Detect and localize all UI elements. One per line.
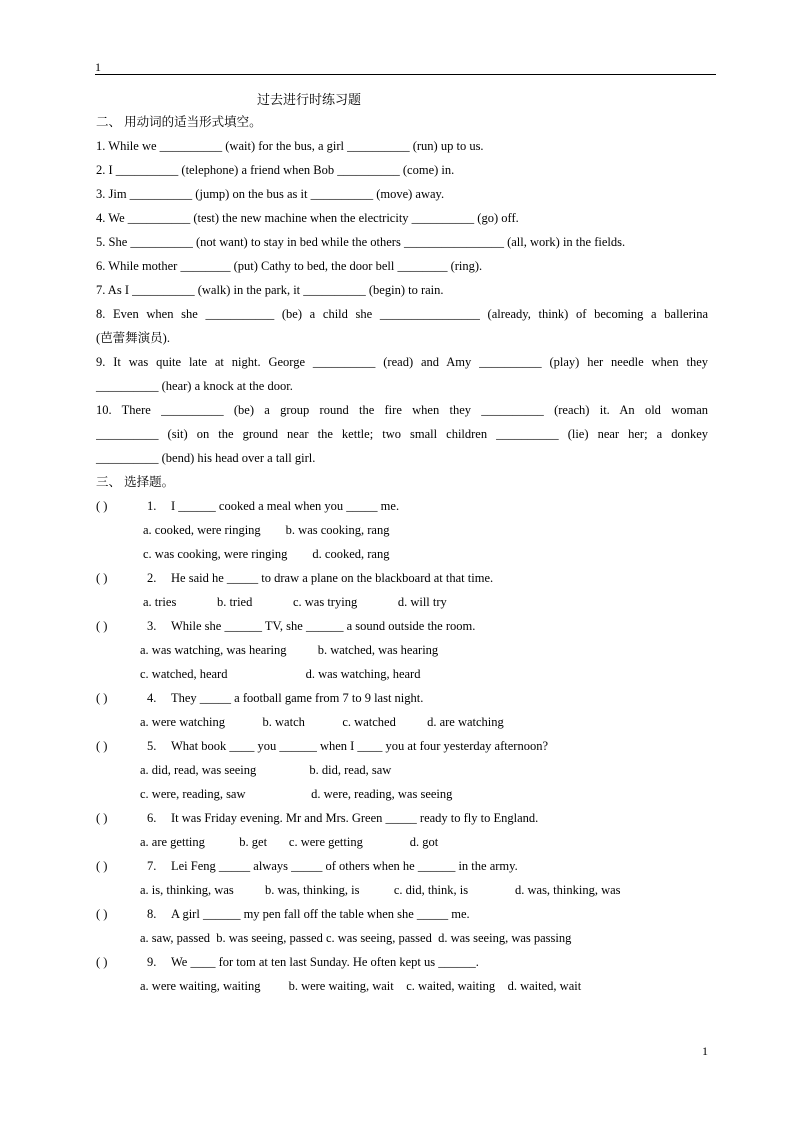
question-6-options: a. are getting b. get c. were getting d. got xyxy=(140,835,439,849)
question-5 xyxy=(96,734,708,758)
header-rule xyxy=(95,74,716,75)
question-number: 8. xyxy=(147,907,157,921)
question-2 xyxy=(96,566,708,590)
answer-bracket[interactable]: ( ) xyxy=(96,859,108,873)
question-text: While she ______ TV, she ______ a sound outside the room. xyxy=(171,619,476,633)
question-5-options-a: a. did, read, was seeing b. did, read, saw xyxy=(140,763,392,777)
fill-line-3: 3. Jim __________ (jump) on the bus as it __________ (move) away. xyxy=(96,187,445,201)
question-1-options-c: c. was cooking, were ringing d. cooked, rang xyxy=(143,547,390,561)
section-3-heading: 三、 选择题。 xyxy=(96,475,175,489)
question-number: 7. xyxy=(147,859,157,873)
answer-bracket[interactable]: ( ) xyxy=(96,739,108,753)
question-7-options: a. is, thinking, was b. was, thinking, is c. did, think, is d. was, thinking, was xyxy=(140,883,621,897)
question-number: 6. xyxy=(147,811,157,825)
question-6 xyxy=(96,806,708,830)
answer-bracket[interactable]: ( ) xyxy=(96,955,108,969)
fill-line-9: 9. It was quite late at night. George __________ (read) and Amy __________ (play) her needle when they xyxy=(96,355,708,369)
question-4-options: a. were watching b. watch c. watched d. are watching xyxy=(140,715,504,729)
fill-line-6: 6. While mother ________ (put) Cathy to bed, the door bell ________ (ring). xyxy=(96,259,483,273)
worksheet-body xyxy=(96,110,708,998)
fill-line-5: 5. She __________ (not want) to stay in bed while the others ________________ (all, work) in the fields. xyxy=(96,235,626,249)
question-1-options-a: a. cooked, were ringing b. was cooking, rang xyxy=(143,523,390,537)
answer-bracket[interactable]: ( ) xyxy=(96,499,108,513)
question-text: A girl ______ my pen fall off the table when she _____ me. xyxy=(171,907,470,921)
question-2-options: a. tries b. tried c. was trying d. will try xyxy=(143,595,447,609)
question-3-options-c: c. watched, heard d. was watching, heard xyxy=(140,667,421,681)
question-9-options: a. were waiting, waiting b. were waiting, wait c. waited, waiting d. waited, wait xyxy=(140,979,582,993)
question-number: 4. xyxy=(147,691,157,705)
question-number: 1. xyxy=(147,499,157,513)
fill-line-4: 4. We __________ (test) the new machine when the electricity __________ (go) off. xyxy=(96,211,519,225)
answer-bracket[interactable]: ( ) xyxy=(96,691,108,705)
question-text: Lei Feng _____ always _____ of others when he ______ in the army. xyxy=(171,859,518,873)
question-text: It was Friday evening. Mr and Mrs. Green _____ ready to fly to England. xyxy=(171,811,539,825)
question-3-options-a: a. was watching, was hearing b. watched, was hearing xyxy=(140,643,439,657)
fill-line-10-cont: __________ (sit) on the ground near the kettle; two small children __________ (lie) near her; a donkey xyxy=(96,427,708,441)
answer-bracket[interactable]: ( ) xyxy=(96,811,108,825)
answer-bracket[interactable]: ( ) xyxy=(96,571,108,585)
question-text: He said he _____ to draw a plane on the blackboard at that time. xyxy=(171,571,494,585)
fill-line-9-cont: __________ (hear) a knock at the door. xyxy=(96,379,293,393)
answer-bracket[interactable]: ( ) xyxy=(96,907,108,921)
question-7 xyxy=(96,854,708,878)
question-text: What book ____ you ______ when I ____ you at four yesterday afternoon? xyxy=(171,739,548,753)
question-4 xyxy=(96,686,708,710)
fill-line-1: 1. While we __________ (wait) for the bus, a girl __________ (run) up to us. xyxy=(96,139,484,153)
question-5-options-c: c. were, reading, saw d. were, reading, was seeing xyxy=(140,787,453,801)
question-number: 2. xyxy=(147,571,157,585)
header-page-number: 1 xyxy=(95,60,101,74)
question-number: 5. xyxy=(147,739,157,753)
question-text: They _____ a football game from 7 to 9 last night. xyxy=(171,691,424,705)
worksheet-title: 过去进行时练习题 xyxy=(257,92,362,107)
answer-bracket[interactable]: ( ) xyxy=(96,619,108,633)
fill-line-7: 7. As I __________ (walk) in the park, it __________ (begin) to rain. xyxy=(96,283,444,297)
question-number: 9. xyxy=(147,955,157,969)
fill-line-10: 10. There __________ (be) a group round the fire when they __________ (reach) it. An old woman xyxy=(96,403,708,417)
question-8 xyxy=(96,902,708,926)
question-text: I ______ cooked a meal when you _____ me. xyxy=(171,499,400,513)
question-8-options: a. saw, passed b. was seeing, passed c. was seeing, passed d. was seeing, was passing xyxy=(140,931,572,945)
question-text: We ____ for tom at ten last Sunday. He often kept us ______. xyxy=(171,955,479,969)
fill-line-8: 8. Even when she ___________ (be) a child she ________________ (already, think) of becoming a ballerina xyxy=(96,307,708,321)
section-2-heading: 二、 用动词的适当形式填空。 xyxy=(96,115,262,129)
question-1 xyxy=(96,494,708,518)
footer-page-number: 1 xyxy=(702,1044,708,1058)
question-3 xyxy=(96,614,708,638)
fill-line-10-end: __________ (bend) his head over a tall girl. xyxy=(96,451,316,465)
question-9 xyxy=(96,950,708,974)
question-number: 3. xyxy=(147,619,157,633)
fill-line-8-cont: (芭蕾舞演员). xyxy=(96,331,170,345)
fill-line-2: 2. I __________ (telephone) a friend when Bob __________ (come) in. xyxy=(96,163,455,177)
